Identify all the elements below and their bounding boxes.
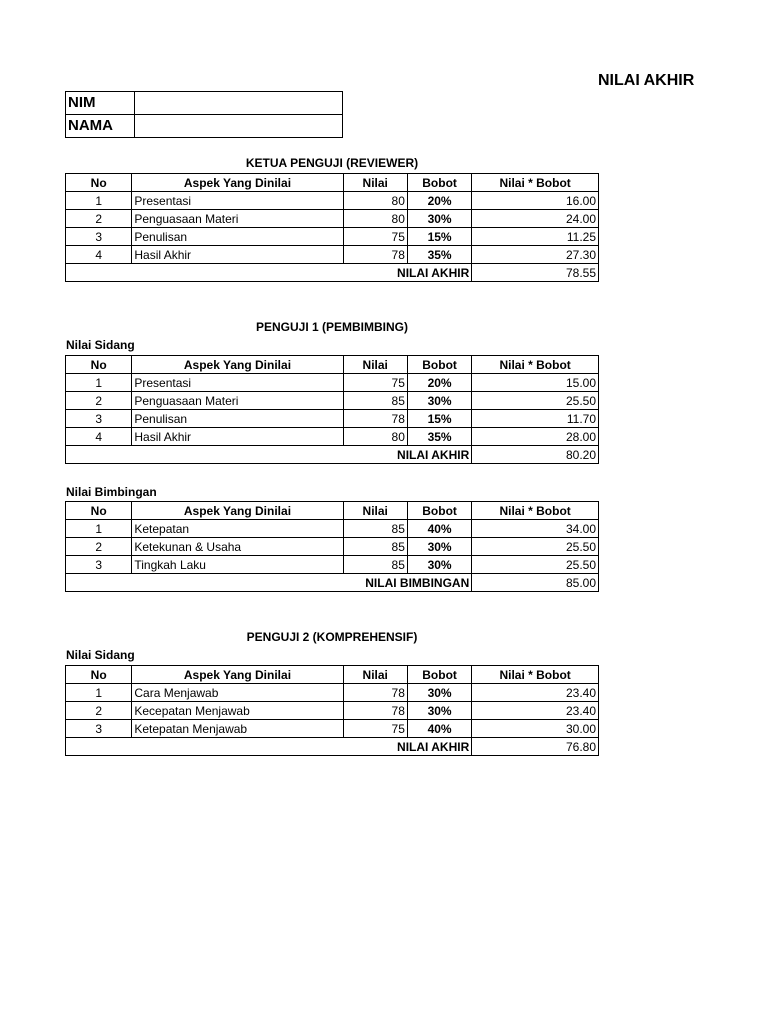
row-aspek: Cara Menjawab bbox=[132, 684, 343, 702]
penguji1-sidang-table bbox=[65, 355, 599, 464]
row-bobot: 15% bbox=[407, 410, 471, 428]
row-aspek: Penulisan bbox=[132, 410, 343, 428]
row-bobot: 35% bbox=[407, 428, 471, 446]
row-aspek: Tingkah Laku bbox=[132, 556, 343, 574]
row-bobot: 35% bbox=[407, 246, 471, 264]
header-nilai-bobot: Nilai * Bobot bbox=[472, 174, 599, 192]
table-row bbox=[66, 520, 599, 538]
row-aspek: Ketepatan bbox=[132, 520, 343, 538]
row-no: 3 bbox=[66, 228, 132, 246]
row-nilai-bobot: 15.00 bbox=[472, 374, 599, 392]
header-nilai: Nilai bbox=[343, 502, 407, 520]
header-nilai-bobot: Nilai * Bobot bbox=[472, 502, 599, 520]
row-aspek: Presentasi bbox=[132, 192, 343, 210]
header-bobot: Bobot bbox=[407, 666, 471, 684]
row-bobot: 15% bbox=[407, 228, 471, 246]
header-aspek: Aspek Yang Dinilai bbox=[132, 502, 343, 520]
nama-label: NAMA bbox=[66, 115, 135, 138]
row-nilai-bobot: 24.00 bbox=[472, 210, 599, 228]
header-no: No bbox=[66, 356, 132, 374]
row-nilai-bobot: 25.50 bbox=[472, 538, 599, 556]
row-no: 1 bbox=[66, 374, 132, 392]
penguji2-section-title: PENGUJI 2 (KOMPREHENSIF) bbox=[246, 630, 418, 644]
row-no: 2 bbox=[66, 210, 132, 228]
nama-row bbox=[66, 115, 343, 138]
header-aspek: Aspek Yang Dinilai bbox=[132, 174, 343, 192]
total-row bbox=[66, 738, 599, 756]
total-value: 78.55 bbox=[472, 264, 599, 282]
table-row bbox=[66, 538, 599, 556]
row-bobot: 30% bbox=[407, 538, 471, 556]
row-bobot: 30% bbox=[407, 556, 471, 574]
row-nilai: 85 bbox=[343, 538, 407, 556]
total-label: NILAI AKHIR bbox=[66, 738, 472, 756]
table-header-row bbox=[66, 666, 599, 684]
header-nilai-bobot: Nilai * Bobot bbox=[472, 356, 599, 374]
row-aspek: Presentasi bbox=[132, 374, 343, 392]
row-bobot: 30% bbox=[407, 684, 471, 702]
row-nilai: 78 bbox=[343, 684, 407, 702]
row-no: 3 bbox=[66, 720, 132, 738]
total-label: NILAI AKHIR bbox=[66, 446, 472, 464]
table-row bbox=[66, 720, 599, 738]
row-nilai: 75 bbox=[343, 374, 407, 392]
table-header-row bbox=[66, 502, 599, 520]
row-no: 3 bbox=[66, 410, 132, 428]
total-row bbox=[66, 446, 599, 464]
row-aspek: Penguasaan Materi bbox=[132, 210, 343, 228]
total-label: NILAI BIMBINGAN bbox=[66, 574, 472, 592]
row-nilai-bobot: 30.00 bbox=[472, 720, 599, 738]
header-no: No bbox=[66, 666, 132, 684]
table-row bbox=[66, 246, 599, 264]
row-no: 2 bbox=[66, 392, 132, 410]
row-bobot: 30% bbox=[407, 702, 471, 720]
header-nilai-bobot: Nilai * Bobot bbox=[472, 666, 599, 684]
row-nilai-bobot: 25.50 bbox=[472, 392, 599, 410]
row-aspek: Hasil Akhir bbox=[132, 428, 343, 446]
nim-row bbox=[66, 92, 343, 115]
table-row bbox=[66, 228, 599, 246]
header-no: No bbox=[66, 174, 132, 192]
table-row bbox=[66, 410, 599, 428]
row-nilai-bobot: 23.40 bbox=[472, 684, 599, 702]
table-row bbox=[66, 684, 599, 702]
table-row bbox=[66, 556, 599, 574]
table-row bbox=[66, 702, 599, 720]
header-bobot: Bobot bbox=[407, 356, 471, 374]
row-no: 3 bbox=[66, 556, 132, 574]
total-row bbox=[66, 264, 599, 282]
header-bobot: Bobot bbox=[407, 502, 471, 520]
total-label: NILAI AKHIR bbox=[66, 264, 472, 282]
table-row bbox=[66, 392, 599, 410]
total-value: 76.80 bbox=[472, 738, 599, 756]
penguji1-sidang-label: Nilai Sidang bbox=[66, 338, 135, 352]
row-bobot: 40% bbox=[407, 720, 471, 738]
row-nilai: 85 bbox=[343, 520, 407, 538]
total-value: 80.20 bbox=[472, 446, 599, 464]
row-aspek: Penguasaan Materi bbox=[132, 392, 343, 410]
ketua-section-title: KETUA PENGUJI (REVIEWER) bbox=[245, 156, 419, 170]
row-nilai: 75 bbox=[343, 228, 407, 246]
row-bobot: 20% bbox=[407, 192, 471, 210]
row-nilai-bobot: 11.70 bbox=[472, 410, 599, 428]
nama-field[interactable] bbox=[135, 115, 343, 138]
penguji2-sidang-table bbox=[65, 665, 599, 756]
table-row bbox=[66, 428, 599, 446]
table-header-row bbox=[66, 174, 599, 192]
total-value: 85.00 bbox=[472, 574, 599, 592]
row-nilai-bobot: 34.00 bbox=[472, 520, 599, 538]
header-bobot: Bobot bbox=[407, 174, 471, 192]
page-title: NILAI AKHIR bbox=[598, 72, 695, 89]
row-bobot: 20% bbox=[407, 374, 471, 392]
row-nilai: 75 bbox=[343, 720, 407, 738]
row-nilai-bobot: 23.40 bbox=[472, 702, 599, 720]
row-aspek: Ketepatan Menjawab bbox=[132, 720, 343, 738]
row-nilai: 80 bbox=[343, 192, 407, 210]
row-no: 1 bbox=[66, 192, 132, 210]
row-no: 2 bbox=[66, 538, 132, 556]
header-aspek: Aspek Yang Dinilai bbox=[132, 356, 343, 374]
row-aspek: Hasil Akhir bbox=[132, 246, 343, 264]
nim-field[interactable] bbox=[135, 92, 343, 115]
ketua-score-table bbox=[65, 173, 599, 282]
row-bobot: 30% bbox=[407, 210, 471, 228]
table-row bbox=[66, 192, 599, 210]
header-no: No bbox=[66, 502, 132, 520]
nim-label: NIM bbox=[66, 92, 135, 115]
header-aspek: Aspek Yang Dinilai bbox=[132, 666, 343, 684]
row-no: 4 bbox=[66, 428, 132, 446]
row-nilai: 80 bbox=[343, 210, 407, 228]
row-nilai: 80 bbox=[343, 428, 407, 446]
row-aspek: Kecepatan Menjawab bbox=[132, 702, 343, 720]
row-nilai: 78 bbox=[343, 702, 407, 720]
row-nilai-bobot: 25.50 bbox=[472, 556, 599, 574]
row-nilai: 78 bbox=[343, 246, 407, 264]
row-nilai-bobot: 27.30 bbox=[472, 246, 599, 264]
header-nilai: Nilai bbox=[343, 174, 407, 192]
row-nilai-bobot: 28.00 bbox=[472, 428, 599, 446]
row-nilai-bobot: 16.00 bbox=[472, 192, 599, 210]
row-bobot: 40% bbox=[407, 520, 471, 538]
row-nilai-bobot: 11.25 bbox=[472, 228, 599, 246]
penguji1-bimbingan-label: Nilai Bimbingan bbox=[66, 485, 157, 499]
row-no: 4 bbox=[66, 246, 132, 264]
table-row bbox=[66, 210, 599, 228]
identity-table bbox=[65, 91, 343, 138]
row-nilai: 85 bbox=[343, 556, 407, 574]
row-no: 2 bbox=[66, 702, 132, 720]
penguji2-sidang-label: Nilai Sidang bbox=[66, 648, 135, 662]
penguji1-bimbingan-table bbox=[65, 501, 599, 592]
row-aspek: Penulisan bbox=[132, 228, 343, 246]
row-aspek: Ketekunan & Usaha bbox=[132, 538, 343, 556]
table-row bbox=[66, 374, 599, 392]
header-nilai: Nilai bbox=[343, 666, 407, 684]
table-header-row bbox=[66, 356, 599, 374]
row-nilai: 85 bbox=[343, 392, 407, 410]
row-no: 1 bbox=[66, 684, 132, 702]
total-row bbox=[66, 574, 599, 592]
row-no: 1 bbox=[66, 520, 132, 538]
penguji1-section-title: PENGUJI 1 (PEMBIMBING) bbox=[255, 320, 408, 334]
header-nilai: Nilai bbox=[343, 356, 407, 374]
row-bobot: 30% bbox=[407, 392, 471, 410]
row-nilai: 78 bbox=[343, 410, 407, 428]
